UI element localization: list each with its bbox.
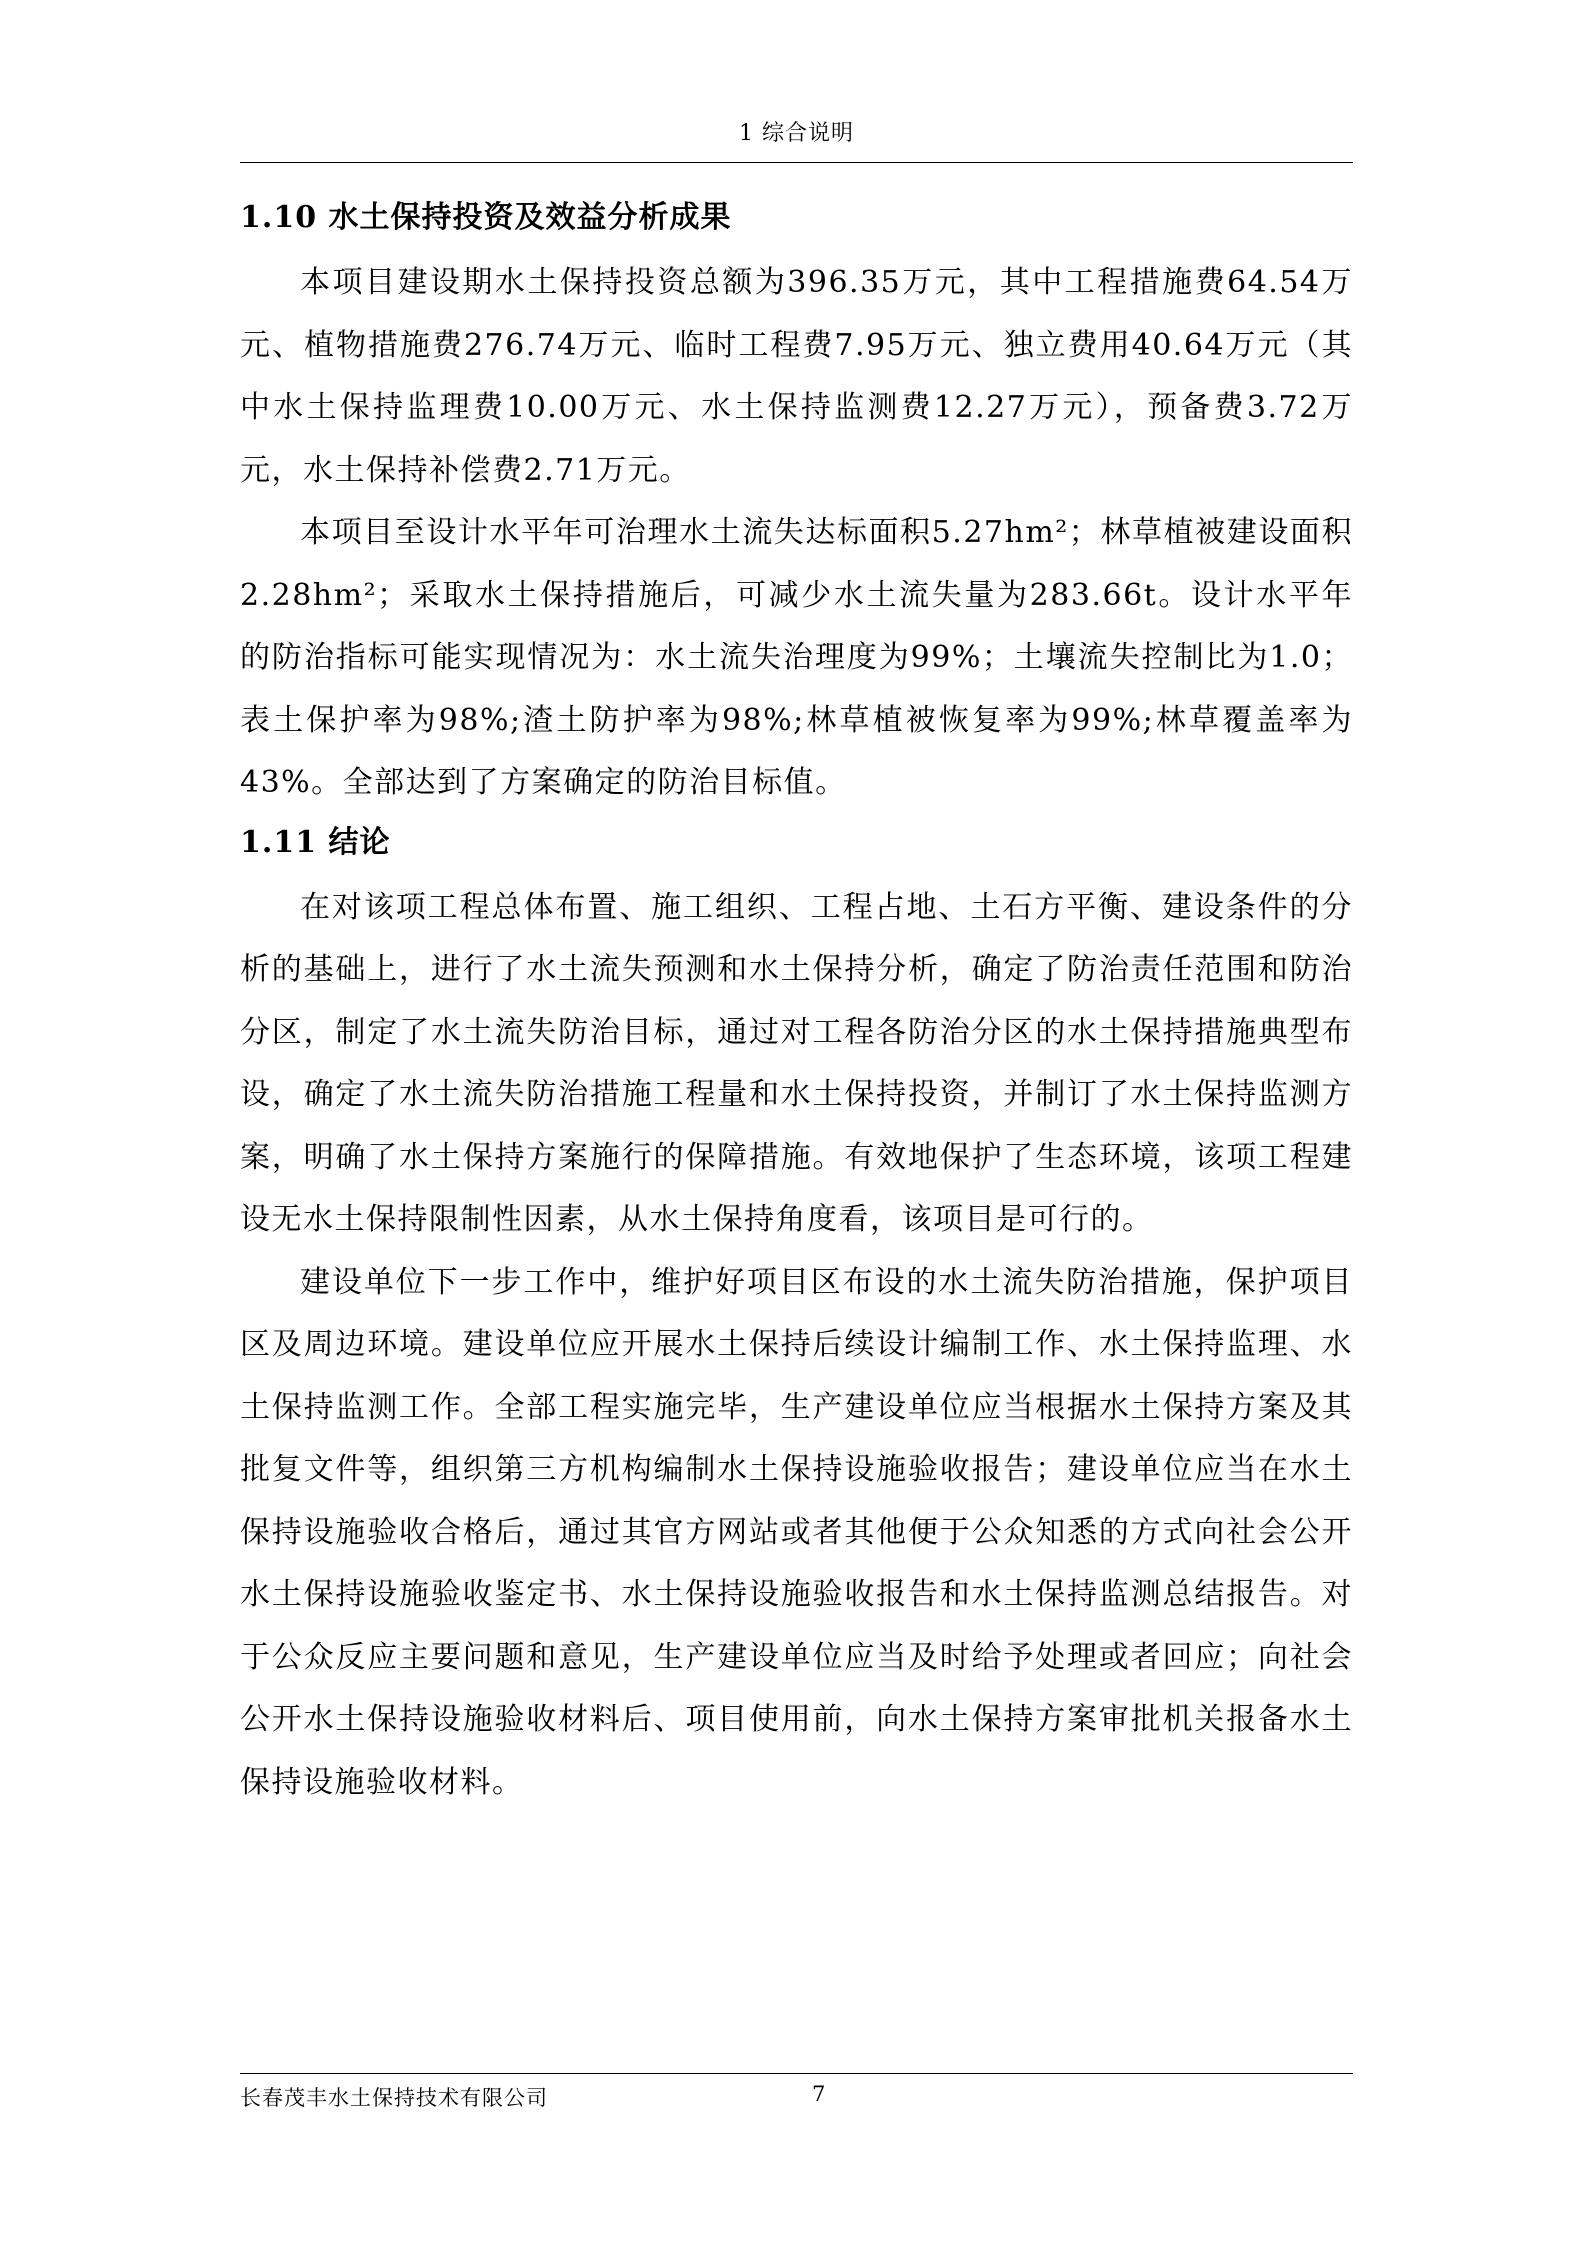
section-heading: 1.10 水土保持投资及效益分析成果 <box>240 200 732 235</box>
section-conclusion <box>240 815 1353 1815</box>
section-heading: 1.11 结论 <box>240 824 391 860</box>
paragraph-benefit: 本项目至设计水平年可治理水土流失达标面积5.27hm²；林草植被建设面积2.28hm²；采取水土保持措施后，可减少水土流失量为283.66t。设计水平年的防治指标可能实现情况为：水土流失治理度为99%；土壤流失控制比为1.0；表土保护率为98%;渣土防护率为98%;林草植被恢复率为99%;林草覆盖率为43%。全部达到了方案确定的防治目标值。 <box>240 515 1353 800</box>
footer-company: 长春茂丰水土保持技术有限公司 <box>240 2086 548 2110</box>
paragraph-conclusion: 在对该项工程总体布置、施工组织、工程占地、土石方平衡、建设条件的分析的基础上，进行了水土流失预测和水土保持分析，确定了防治责任范围和防治分区，制定了水土流失防治目标，通过对工程各防治分区的水土保持措施典型布设，确定了水土流失防治措施工程量和水土保持投资，并制订了水土保持监测方案，明确了水土保持方案施行的保障措施。有效地保护了生态环境，该项工程建设无水土保持限制性因素，从水土保持角度看，该项目是可行的。 <box>240 889 1353 1237</box>
page-number: 7 <box>812 2082 826 2106</box>
paragraph-next-steps: 建设单位下一步工作中，维护好项目区布设的水土流失防治措施，保护项目区及周边环境。建设单位应开展水土保持后续设计编制工作、水土保持监理、水土保持监测工作。全部工程实施完毕，生产建设单位应当根据水土保持方案及其批复文件等，组织第三方机构编制水土保持设施验收报告；建设单位应当在水土保持设施验收合格后，通过其官方网站或者其他便于公众知悉的方式向社会公开水土保持设施验收鉴定书、水土保持设施验收报告和水土保持监测总结报告。对于公众反应主要问题和意见，生产建设单位应当及时给予处理或者回应；向社会公开水土保持设施验收材料后、项目使用前，向水土保持方案审批机关报备水土保持设施验收材料。 <box>240 1264 1353 1800</box>
page-header <box>240 112 1353 163</box>
section-investment-benefit <box>240 190 1353 815</box>
document-body <box>240 190 1353 1814</box>
page-footer <box>240 2073 1353 2114</box>
header-title: 1 综合说明 <box>739 121 854 146</box>
paragraph-investment: 本项目建设期水土保持投资总额为396.35万元，其中工程措施费64.54万元、植物措施费276.74万元、临时工程费7.95万元、独立费用40.64万元（其中水土保持监理费10.00万元、水土保持监测费12.27万元），预备费3.72万元，水土保持补偿费2.71万元。 <box>240 265 1353 488</box>
